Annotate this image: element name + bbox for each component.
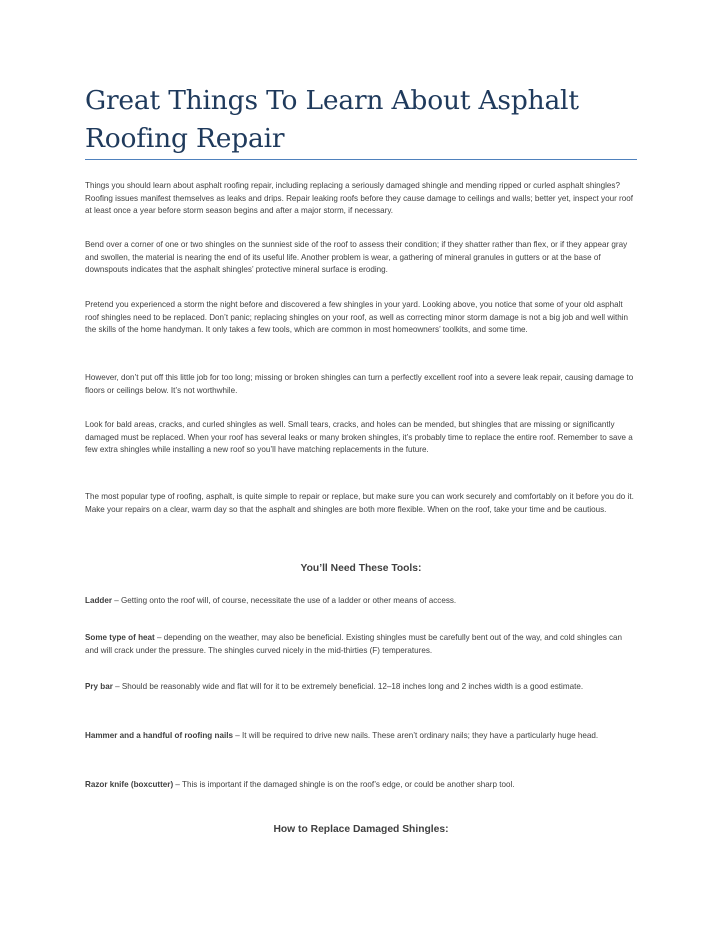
tool-term: Razor knife (boxcutter): [85, 780, 174, 789]
tool-description: – Getting onto the roof will, of course, necessitate the use of a ladder or other means of access.: [112, 596, 457, 605]
tool-term: Hammer and a handful of roofing nails: [85, 731, 233, 740]
tool-item: [85, 730, 637, 743]
tool-description: – This is important if the damaged shingle is on the roof’s edge, or could be another sharp tool.: [173, 780, 515, 789]
paragraph-intro: Things you should learn about asphalt roofing repair, including replacing a seriously damaged shingle and mending ripped or curled asphalt shingles? Roofing issues manifest themselves as leaks and drips. Repair leaking roofs before they cause damage to ceilings and walls; better yet, inspect your roof at least once a year before storm season begins and after a major storm, if necessary.: [85, 181, 633, 215]
paragraph-condition: Bend over a corner of one or two shingles on the sunniest side of the roof to assess their condition; if they shatter rather than flex, or if they appear gray and swollen, the material is nearing the end of its useful life. Another problem is wear, a gathering of mineral granules in gutters or at the base of downspouts indicates that the asphalt shingles’ protective mineral surface is eroding.: [85, 240, 628, 274]
title-divider: [85, 159, 637, 160]
tool-term: Ladder: [85, 596, 112, 605]
tool-item: [85, 681, 637, 694]
paragraph-inspect: Look for bald areas, cracks, and curled shingles as well. Small tears, cracks, and holes can be mended, but shingles that are missing or significantly damaged must be replaced. When your roof has several leaks or many broken shingles, it’s probably time to replace the entire roof. Remember to save a few extra shingles while installing a new roof so you’ll have matching replacements in the future.: [85, 420, 633, 454]
tools-heading: You’ll Need These Tools:: [300, 563, 422, 574]
tool-term: Pry bar: [85, 682, 113, 691]
page-title: Great Things To Learn About Asphalt Roofing Repair: [85, 85, 579, 154]
paragraph-asphalt: The most popular type of roofing, asphalt, is quite simple to repair or replace, but make sure you can work securely and comfortably on it before you do it. Make your repairs on a clear, warm day so that the asphalt and shingles are both more flexible. When on the roof, take your time and be cautious.: [85, 492, 634, 514]
tool-description: – depending on the weather, may also be beneficial. Existing shingles must be carefully bent out of the way, and cold shingles can and will crack under the pressure. The shingles curved nicely in the mid-thirties (F) temperatures.: [85, 633, 623, 655]
tool-term: Some type of heat: [85, 633, 155, 642]
paragraph-delay: However, don’t put off this little job for too long; missing or broken shingles can turn a perfectly excellent roof into a severe leak repair, causing damage to floors or ceilings below. It’s not worthwhile.: [85, 373, 634, 395]
tool-item: [85, 632, 637, 657]
replace-heading: How to Replace Damaged Shingles:: [273, 824, 449, 835]
tool-item: [85, 779, 637, 792]
paragraph-storm: Pretend you experienced a storm the night before and discovered a few shingles in your yard. Looking above, you notice that some of your old asphalt roof shingles need to be replaced. Don’t panic; replacing shingles on your roof, as well as correcting minor storm damage is not a big job and well within the skills of the home handyman. It only takes a few tools, which are common in most homeowners’ toolkits, and some time.: [85, 300, 629, 334]
tool-description: – It will be required to drive new nails. These aren’t ordinary nails; they have a particularly huge head.: [232, 731, 599, 740]
tool-description: – Should be reasonably wide and flat will for it to be extremely beneficial. 12–18 inches long and 2 inches width is a good estimate.: [112, 682, 584, 691]
tool-item: [85, 595, 637, 608]
